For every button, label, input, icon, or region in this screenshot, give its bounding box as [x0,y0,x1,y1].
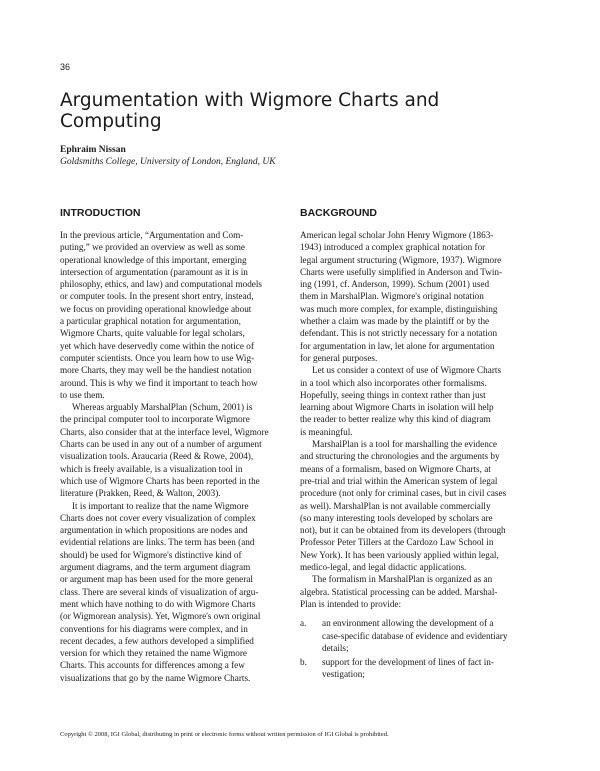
text-line: legal argument structuring (Wigmore, 1937). Wigmore [300,254,502,265]
text-line: which use of Wigmore Charts has been reported in the [60,475,260,486]
text-line: more Charts, they may well be the handiest notation [60,365,252,376]
introduction-column [60,207,286,684]
text-line: New York). It has been variously applied within legal, [300,549,499,560]
text-line: (so many interesting tools developed by scholars are [300,512,493,523]
text-line: pre-trial and trial within the American system of legal [300,475,498,486]
text-line: procedure (not only for criminal cases, but in civil cases [300,488,507,499]
text-line: should) be used for Wigmore's distinctive kind of [60,549,242,560]
text-line: philosophy, ethics, and law) and computational models [60,279,262,290]
list-marker: a. [300,618,307,629]
text-line: In the previous article, “Argumentation and Com- [60,230,244,240]
text-line: for general purposes. [300,352,378,363]
text-line: Charts. This accounts for differences among a few [60,660,245,671]
text-line: Professor Peter Tillers at the Cardozo Law School in [300,537,494,548]
text-line: Charts were usefully simplified in Anderson and Twin- [300,266,503,277]
text-line: visualizations that go by the name Wigmore Charts. [60,672,251,683]
text-line: case-specific database of evidence and evidentiary [322,630,508,641]
text-line: argument diagrams, and the term argument diagram [60,562,251,573]
text-line: operational knowledge of this important, emerging [60,254,247,265]
text-line: Wigmore Charts, quite valuable for legal scholars, [60,328,245,339]
text-line: an environment allowing the development of a [322,618,494,629]
text-line: Let us consider a context of use of Wigmore Charts [312,365,502,376]
background-heading: BACKGROUND [300,207,377,219]
text-line: or argument map has been used for the more general [60,574,253,585]
text-line: literature (Prakken, Reed, & Walton, 2003). [60,488,221,499]
text-line: version for which they retained the name Wigmore [60,648,247,659]
text-line: and structuring the chronologies and the arguments by [300,451,500,462]
text-line: puting,” we provided an overview as well as some [60,242,245,253]
text-line: to use them. [60,389,105,400]
list-item-text [322,656,526,681]
text-line: recent decades, a few authors developed a simplified [60,635,254,646]
text-line: algebra. Statistical processing can be added. Marshal- [300,586,498,597]
text-line: them in MarshalPlan. Wigmore's original notation [300,291,484,302]
background-body [300,229,526,610]
author-affiliation: Goldsmiths College, University of London, England, UK [60,157,276,167]
text-line: visualization tools. Araucaria (Reed & Rowe, 2004), [60,451,254,462]
list-marker: b. [300,657,307,668]
text-line: for argumentation in law, let alone for argumentation [300,340,495,351]
text-line: whether a claim was made by the plaintiff or by the [300,316,490,327]
text-line: The formalism in MarshalPlan is organized as an [312,574,493,585]
text-line: class. There are several kinds of visualization of argu- [60,586,259,597]
text-line: support for the development of lines of fact in- [322,657,494,668]
text-line: Hopefully, seeing things in context rather than just [300,389,486,400]
introduction-heading: INTRODUCTION [60,207,141,219]
background-column [300,207,526,681]
text-line: details; [322,642,349,653]
text-line: (or Wigmorean analysis). Yet, Wigmore's own original [60,611,261,622]
text-line: Charts does not cover every visualization of complex [60,512,256,523]
requirements-list [300,617,526,680]
text-line: was much more complex, for example, distinguishing [300,303,498,314]
text-line: Plan is intended to provide: [300,598,402,609]
text-line: intersection of argumentation (paramount as it is in [60,266,248,277]
text-line: It is important to realize that the name Wigmore [72,500,249,511]
text-line: around. This is why we find it important to teach how [60,377,258,388]
text-line: which is freely available, is a visualization tool in [60,463,243,474]
text-line: the principal computer tool to incorporate Wigmore [60,414,250,425]
text-line: computer scientists. Once you learn how to use Wig- [60,352,255,363]
text-line: is meaningful. [300,426,353,437]
text-line: argumentation in which propositions are nodes and [60,525,248,536]
text-line: in a tool which also incorporates other formalisms. [300,377,487,388]
list-item [300,656,526,681]
text-line: medico-legal, and legal didactic applications. [300,562,467,573]
copyright-footer: Copyright © 2008, IGI Global, distributing in print or electronic forms without written permission of IGI Global is prohibited. [60,731,389,738]
introduction-body [60,229,286,684]
article-title: Argumentation with Wigmore Charts and Computing [60,90,440,132]
text-line: Whereas arguably MarshalPlan (Schum, 2001) is [72,402,253,413]
text-line: Charts, also consider that at the interface level, Wigmore [60,426,269,437]
text-line: the reader to better realize why this kind of diagram [300,414,491,425]
text-line: we focus on providing operational knowledge about [60,303,252,314]
text-line: ing (1991, cf. Anderson, 1999). Schum (2001) used [300,279,490,290]
list-item [300,617,526,654]
text-line: or computer tools. In the present short entry, instead, [60,291,254,302]
text-line: conventions for his diagrams were complex, and in [60,623,248,634]
text-line: ment which have nothing to do with Wigmore Charts [60,598,256,609]
list-item-text [322,617,526,654]
text-line: evidential relations are links. The term has been (and [60,537,255,548]
text-line: as well). MarshalPlan is not available commercially [300,500,491,511]
text-line: defendant. This is not strictly necessary for a notation [300,328,498,339]
text-line: yet which have deservedly come within the notice of [60,340,254,351]
author-name: Ephraim Nissan [60,145,126,155]
text-line: Charts can be used in any out of a number of argument [60,439,262,450]
text-line: a particular graphical notation for argumentation, [60,316,241,327]
page-number: 36 [60,62,71,72]
text-line: 1943) introduced a complex graphical notation for [300,242,486,253]
text-line: means of a formalism, based on Wigmore Charts, at [300,463,491,474]
text-line: MarshalPlan is a tool for marshalling the evidence [312,439,497,450]
text-line: learning about Wigmore Charts in isolation will help [300,402,494,413]
text-line: American legal scholar John Henry Wigmore (1863- [300,230,494,240]
text-line: not), but it can be obtained from its developers (through [300,525,506,536]
text-line: vestigation; [322,669,365,680]
